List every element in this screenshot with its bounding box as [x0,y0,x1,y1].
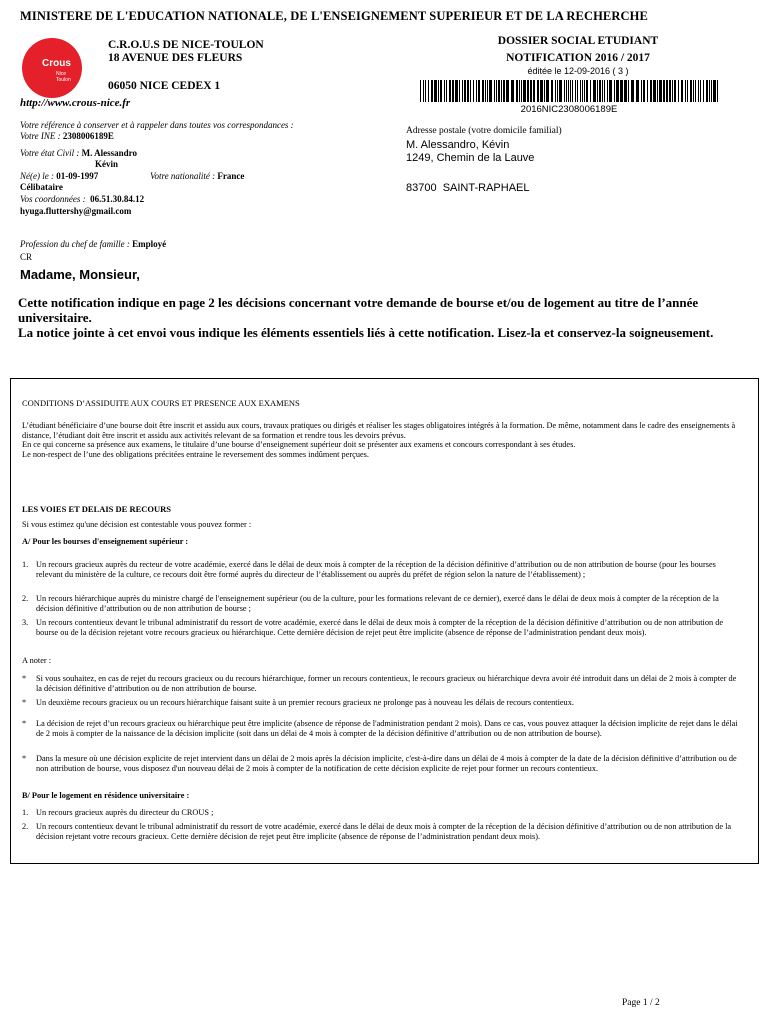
conditions-paragraph-3: Le non-respect de l’une des obligations précitées entraine le reversement des sommes indûment perçues. [22,449,369,459]
dossier-header [466,33,690,67]
list-item-number: 1. [22,560,29,569]
edition-date: éditée le 12-09-2016 ( 3 ) [527,66,629,76]
email-address: hyuga.fluttershy@gmail.com [20,206,132,216]
marital-status: Célibataire [20,182,63,192]
ine-line [20,131,114,141]
birth-line [20,171,98,181]
list-item-text: Un recours gracieux auprès du directeur du CROUS ; [36,808,214,817]
crous-logo [22,38,82,98]
civil-label: Votre état Civil : [20,148,80,158]
civil-line [20,148,137,158]
recours-title: LES VOIES ET DELAIS DE RECOURS [22,504,172,514]
list-item-text: Un recours hiérarchique auprès du ministre chargé de l'enseignement supérieur (ou de la culture, pour les formations relevant de ce dernier), exercé dans le délai de deux mois à compter de la réception de la décision définitive d’attribution ou de non attribution de bourse ; [36,594,719,613]
nationality-line [150,171,244,181]
org-name: C.R.O.U.S DE NICE-TOULON [108,39,264,51]
list-item-text: Un recours contentieux devant le tribunal administratif du ressort de votre académie, exercé dans le délai de deux mois à compter de la réception de la décision définitive d’attribution ou de non attribution de bourse ou de la décision rejetant votre recours gracieux ou hiérarchique. Cette dernière décision de rejet peut être implicite (absence de réponse de l’administration pendant deux mois). [36,618,724,637]
contact-label: Vos coordonnées : [20,194,86,204]
page-number: Page 1 / 2 [622,998,660,1008]
student-name: M. Alessandro [81,148,137,158]
address-city: 83700 SAINT-RAPHAEL [406,182,530,194]
reference-label: Votre référence à conserver et à rappeler dans toutes vos correspondances : [20,120,294,130]
list-item-number: 2. [22,822,29,831]
profession-value: Employé [132,239,167,249]
note-bullet: * [22,674,27,683]
list-item-number: 3. [22,618,29,627]
list-item-number: 2. [22,594,29,603]
note-bullet: * [22,719,27,728]
intro-paragraph-2: La notice jointe à cet envoi vous indique les éléments essentiels liés à cette notification. Lisez-la et conservez-la soigneusement. [18,325,714,340]
conditions-text [22,421,742,459]
intro-text [18,295,760,340]
note-text: Si vous souhaitez, en cas de rejet du recours gracieux ou du recours hiérarchique, former un recours contentieux, le recours gracieux ou hiérarchique devra avoir été introduit dans un délai de 2 mois à compter de la décision définitive d’attribution ou de non attribution de bourse. [36,674,737,693]
postal-address-label: Adresse postale (votre domicile familial) [406,126,562,136]
note-text: La décision de rejet d’un recours gracieux ou hiérarchique peut être implicite (absence de réponse de l'administration pendant 2 mois). Dans ce cas, vous pouvez attaquer la décision implicite de rejet dans le délai de 2 mois à compter de la naissance de la décision implicite (soit dans un délai de 4 mois à compter de la décision définitive d’attribution ou de non attribution de bourse). [36,719,738,738]
birth-date: 01-09-1997 [56,171,99,181]
student-firstname: Kévin [95,159,119,169]
profession-line [20,239,166,249]
ine-value: 2308006189E [62,131,114,141]
ministry-heading: MINISTERE DE L'EDUCATION NATIONALE, DE L'ENSEIGNEMENT SUPERIEUR ET DE LA RECHERCHE [20,9,648,23]
list-item-text: Un recours contentieux devant le tribunal administratif du ressort de votre académie, exercé dans le délai de deux mois à compter de la réception de la décision définitive d’attribution ou de non attribution de la décision rejetant votre recours gracieux. Cette dernière décision de rejet peut être implicite (absence de réponse de l’administration pendant deux mois). [36,822,732,841]
note-text: Un deuxième recours gracieux ou un recours hiérarchique faisant suite à un premier recours gracieux ne prolonge pas à nouveau les délais de recours contentieux. [36,698,574,707]
ine-label: Votre INE : [20,131,61,141]
birth-label: Né(e) le : [20,171,54,181]
org-street: 18 AVENUE DES FLEURS [108,52,243,64]
address-line2: 1249, Chemin de la Lauve [406,152,535,164]
phone-number: 06.51.30.84.12 [90,194,145,204]
bourses-subtitle: A/ Pour les bourses d'enseignement supérieur : [22,537,189,546]
conditions-paragraph-2: En ce qui concerne sa présence aux examens, le titulaire d’une bourse d’enseignement supérieur doit se présenter aux examens et concours correspondant à ses études. [22,440,576,449]
dossier-title: DOSSIER SOCIAL ETUDIANT [497,35,659,47]
list-item-number: 1. [22,808,29,817]
org-address [108,39,264,65]
nationality-value: France [217,171,245,181]
logo-subtext: Nice Toulon [56,71,71,83]
nationality-label: Votre nationalité : [150,171,216,181]
intro-paragraph-1: Cette notification indique en page 2 les décisions concernant votre demande de bourse et/ou de logement au titre de l’année universitaire. [18,295,699,325]
profession-label: Profession du chef de famille : [20,239,130,249]
website-link[interactable]: http://www.crous-nice.fr [20,97,131,109]
barcode-image [420,80,718,102]
note-bullet: * [22,754,27,763]
contact-line [20,194,144,204]
greeting: Madame, Monsieur, [20,267,140,282]
postal-address [406,139,534,165]
address-line1: M. Alessandro, Kévin [406,139,510,151]
barcode-number: 2016NIC2308006189E [520,104,618,115]
org-city: 06050 NICE CEDEX 1 [108,80,221,92]
note-label: A noter : [22,656,52,665]
logo-text: Crous [42,58,71,69]
note-bullet: * [22,698,27,707]
conditions-paragraph-1: L’étudiant bénéficiaire d’une bourse doit être inscrit et assidu aux cours, travaux pratiques ou dirigés et réaliser les stages obligatoires intégrés à la formation. De même, notamment dans le cadre des enseignements à distance, l’étudiant doit être inscrit et assidu aux activités relevant de sa formation et rendre tous les devoirs prévus. [22,421,736,440]
list-item-text: Un recours gracieux auprès du recteur de votre académie, exercé dans le délai de deux mois à compter de la réception de la décision définitive d’attribution ou de non attribution de bourse (pour les bourses relevant du ministère de la culture, ce recours doit être formé auprès du directeur de l’établissement ou auprès du préfet de région selon la nature de l’établissement) ; [36,560,716,579]
cr-code: CR [20,252,33,262]
notification-title: NOTIFICATION 2016 / 2017 [506,52,650,64]
recours-intro: Si vous estimez qu'une décision est contestable vous pouvez former : [22,520,252,529]
logement-subtitle: B/ Pour le logement en résidence universitaire : [22,791,190,800]
conditions-title: CONDITIONS D’ASSIDUITE AUX COURS ET PRESENCE AUX EXAMENS [22,398,300,408]
note-text: Dans la mesure où une décision explicite de rejet intervient dans un délai de 2 mois après la décision implicite, c'est-à-dire dans un délai de 4 mois à compter de la date de la décision définitive d’attribution ou de non attribution de bourse, vous disposez d'un nouveau délai de 2 mois à compter de la notification de cette décision explicite de rejet pour former un recours contentieux. [36,754,737,773]
